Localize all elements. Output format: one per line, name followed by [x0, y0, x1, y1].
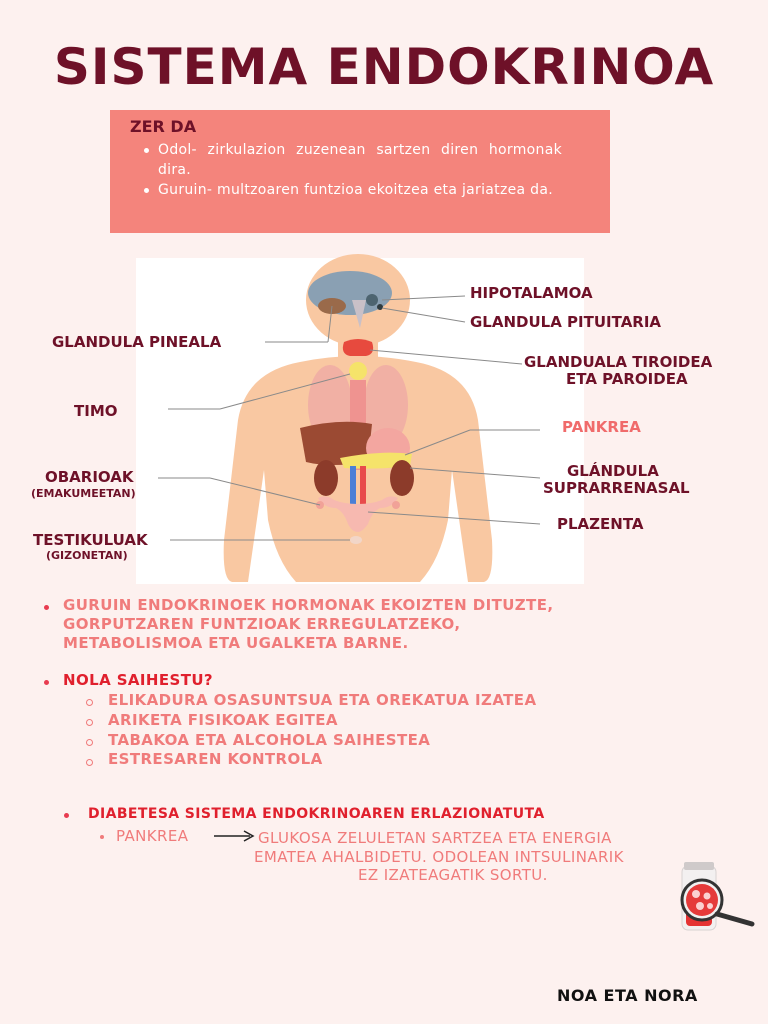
- thyroid-shape: [343, 339, 373, 356]
- label-plazenta: PLAZENTA: [557, 515, 644, 533]
- circle-bullet-icon: [86, 739, 93, 746]
- label-hipotalamoa: HIPOTALAMOA: [470, 284, 593, 302]
- label-tiroidea-1: GLANDUALA TIROIDEA: [524, 353, 713, 371]
- label-suprarrenal-2: SUPRARRENASAL: [543, 479, 690, 497]
- blood-sample-magnifier-icon: [676, 860, 760, 936]
- circle-bullet-icon: [86, 719, 93, 726]
- label-glandula-pineala: GLANDULA PINEALA: [52, 333, 222, 351]
- info-line: METABOLISMOA ETA UGALKETA BARNE.: [63, 634, 409, 652]
- prevention-item: ESTRESAREN KONTROLA: [108, 750, 323, 768]
- prevention-item: TABAKOA ETA ALCOHOLA SAIHESTEA: [108, 731, 431, 749]
- arrow-right-icon: [212, 829, 256, 843]
- label-pankrea: PANKREA: [562, 418, 641, 436]
- definition-item: Odol- zirkulazion zuzenean sartzen diren hormonak dira.: [158, 142, 562, 178]
- diabetes-line: GLUKOSA ZELULETAN SARTZEA ETA ENERGIA: [258, 829, 612, 847]
- prevention-item: ELIKADURA OSASUNTSUA ETA OREKATUA IZATEA: [108, 691, 537, 709]
- info-line: GORPUTZAREN FUNTZIOAK ERREGULATZEKO,: [63, 615, 461, 633]
- thymus-shape: [349, 362, 367, 380]
- definition-heading: ZER DA: [130, 117, 197, 136]
- definition-item: Guruin- multzoaren funtzioa ekoitzea eta jariatzea da.: [158, 180, 562, 200]
- prevention-heading: NOLA SAIHESTU?: [63, 671, 214, 689]
- bullet-icon: [64, 813, 69, 818]
- label-obarioak-sub: (EMAKUMEETAN): [31, 487, 136, 500]
- page-title: SISTEMA ENDOKRINOA: [53, 38, 715, 96]
- authors: NOA ETA NORA: [557, 986, 698, 1005]
- bullet-icon: [44, 605, 49, 610]
- label-testikuluak-sub: (GIZONETAN): [46, 549, 128, 562]
- diabetes-heading: DIABETESA SISTEMA ENDOKRINOAREN ERLAZIONATUTA: [88, 806, 545, 822]
- label-timo: TIMO: [74, 402, 118, 420]
- diabetes-line: EZ IZATEAGATIK SORTU.: [358, 866, 548, 884]
- circle-bullet-icon: [86, 759, 93, 766]
- info-line: GURUIN ENDOKRINOEK HORMONAK EKOIZTEN DITUZTE,: [63, 596, 554, 614]
- label-testikuluak: TESTIKULUAK: [33, 531, 148, 549]
- bullet-icon: [100, 835, 104, 839]
- diabetes-line: EMATEA AHALBIDETU. ODOLEAN INTSULINARIK: [254, 848, 624, 866]
- diabetes-pankrea: PANKREA: [116, 827, 189, 845]
- circle-bullet-icon: [86, 699, 93, 706]
- label-suprarrenal-1: GLÁNDULA: [567, 462, 659, 480]
- label-tiroidea-2: ETA PAROIDEA: [566, 370, 688, 388]
- bullet-icon: [44, 680, 49, 685]
- label-glandula-pituitaria: GLANDULA PITUITARIA: [470, 313, 662, 331]
- prevention-item: ARIKETA FISIKOAK EGITEA: [108, 711, 338, 729]
- label-obarioak: OBARIOAK: [45, 468, 134, 486]
